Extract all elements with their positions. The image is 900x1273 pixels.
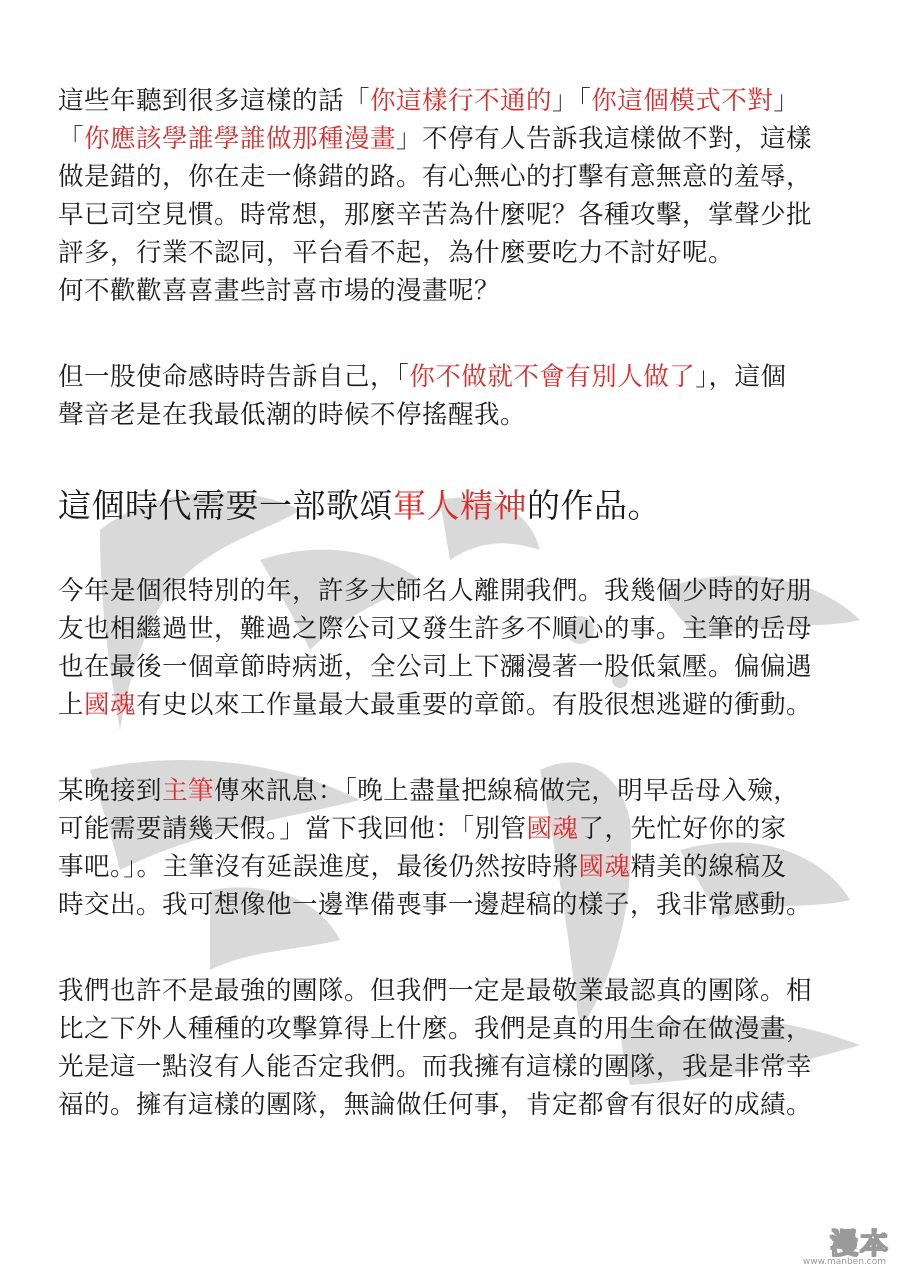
highlighted-text: 軍人精神 xyxy=(393,486,527,525)
text-line xyxy=(58,272,848,310)
text-line xyxy=(58,848,848,886)
text-segment: 聲音老是在我最低潮的時候不停搖醒我。 xyxy=(58,400,527,430)
text-line xyxy=(58,686,848,724)
text-segment: 的作品。 xyxy=(527,486,661,525)
highlighted-text: 國魂 xyxy=(578,852,631,882)
text-line xyxy=(58,772,848,810)
text-segment: 這些年聽到很多這樣的話「 xyxy=(58,86,371,116)
text-segment: 「 xyxy=(58,124,85,154)
text-line xyxy=(58,972,848,1010)
text-segment: 光是這一點沒有人能否定我們。而我擁有這樣的團隊，我是非常幸 xyxy=(58,1052,813,1082)
text-line xyxy=(58,234,848,272)
highlighted-text: 你這樣行不通的 xyxy=(370,86,553,116)
text-line xyxy=(58,886,848,924)
text-line xyxy=(58,572,848,610)
text-segment: 精美的線稿及 xyxy=(630,852,787,882)
paragraph-2 xyxy=(58,358,848,434)
highlighted-text: 你應該學誰學誰做那種漫畫 xyxy=(84,124,397,154)
text-segment: 今年是個很特別的年，許多大師名人離開我們。我幾個少時的好朋 xyxy=(58,576,813,606)
text-segment: 」 xyxy=(773,86,800,116)
text-line xyxy=(58,158,848,196)
text-segment: 評多，行業不認同，平台看不起，為什麼要吃力不討好呢。 xyxy=(58,238,735,268)
paragraph-3 xyxy=(58,572,848,724)
paragraph-1 xyxy=(58,82,848,310)
highlighted-text: 主筆 xyxy=(162,776,215,806)
logo-text: 漫本 xyxy=(829,1227,890,1260)
text-segment: 福的。擁有這樣的團隊，無論做任何事，肯定都會有很好的成績。 xyxy=(58,1090,813,1120)
logo-url: www.manben.com xyxy=(802,1257,886,1267)
highlighted-text: 你這個模式不對 xyxy=(591,86,774,116)
text-segment: 時交出。我可想像他一邊準備喪事一邊趕稿的樣子，我非常感動。 xyxy=(58,890,813,920)
text-segment: 比之下外人種種的攻擊算得上什麼。我們是真的用生命在做漫畫， xyxy=(58,1014,813,1044)
text-segment: 友也相繼過世，難過之際公司又發生許多不順心的事。主筆的岳母 xyxy=(58,614,813,644)
text-line xyxy=(58,1048,848,1086)
text-segment: 這個時代需要一部歌頌 xyxy=(58,486,393,525)
highlighted-text: 你不做就不會有別人做了 xyxy=(409,362,696,392)
text-line xyxy=(58,610,848,648)
text-line xyxy=(58,82,848,120)
text-segment: 」，這個 xyxy=(695,362,787,392)
text-line xyxy=(58,120,848,158)
section-heading xyxy=(58,484,848,528)
text-line xyxy=(58,358,848,396)
text-line xyxy=(58,396,848,434)
text-segment: 早已司空見慣。時常想，那麼辛苦為什麼呢？各種攻擊，掌聲少批 xyxy=(58,200,813,230)
text-line xyxy=(58,196,848,234)
text-segment: 有史以來工作量最大最重要的章節。有股很想逃避的衝動。 xyxy=(136,690,813,720)
text-segment: 上 xyxy=(58,690,85,720)
text-segment: 某晚接到 xyxy=(58,776,163,806)
text-segment: 但一股使命感時時告訴自己，「 xyxy=(58,362,410,392)
text-segment: 也在最後一個章節時病逝，全公司上下瀰漫著一股低氣壓。偏偏遇 xyxy=(58,652,813,682)
text-line xyxy=(58,1086,848,1124)
text-segment: 傳來訊息：「晚上盡量把線稿做完，明早岳母入殮， xyxy=(214,776,800,806)
manben-logo-icon xyxy=(780,1229,892,1267)
highlighted-text: 國魂 xyxy=(84,690,137,720)
highlighted-text: 國魂 xyxy=(526,814,579,844)
text-segment: 做是錯的，你在走一條錯的路。有心無心的打擊有意無意的羞辱， xyxy=(58,162,813,192)
text-segment: 我們也許不是最強的團隊。但我們一定是最敬業最認真的團隊。相 xyxy=(58,976,813,1006)
text-line xyxy=(58,648,848,686)
text-segment: 何不歡歡喜喜畫些討喜市場的漫畫呢？ xyxy=(58,276,501,306)
text-segment: 事吧。」。主筆沒有延誤進度，最後仍然按時將 xyxy=(58,852,579,882)
document-body xyxy=(58,82,848,1124)
text-segment: 可能需要請幾天假。」當下我回他：「別管 xyxy=(58,814,527,844)
text-line xyxy=(58,1010,848,1048)
text-segment: 」「 xyxy=(552,86,592,116)
text-segment: 了，先忙好你的家 xyxy=(578,814,787,844)
paragraph-4 xyxy=(58,772,848,924)
text-segment: 」不停有人告訴我這樣做不對，這樣 xyxy=(396,124,813,154)
text-line xyxy=(58,810,848,848)
paragraph-5 xyxy=(58,972,848,1124)
